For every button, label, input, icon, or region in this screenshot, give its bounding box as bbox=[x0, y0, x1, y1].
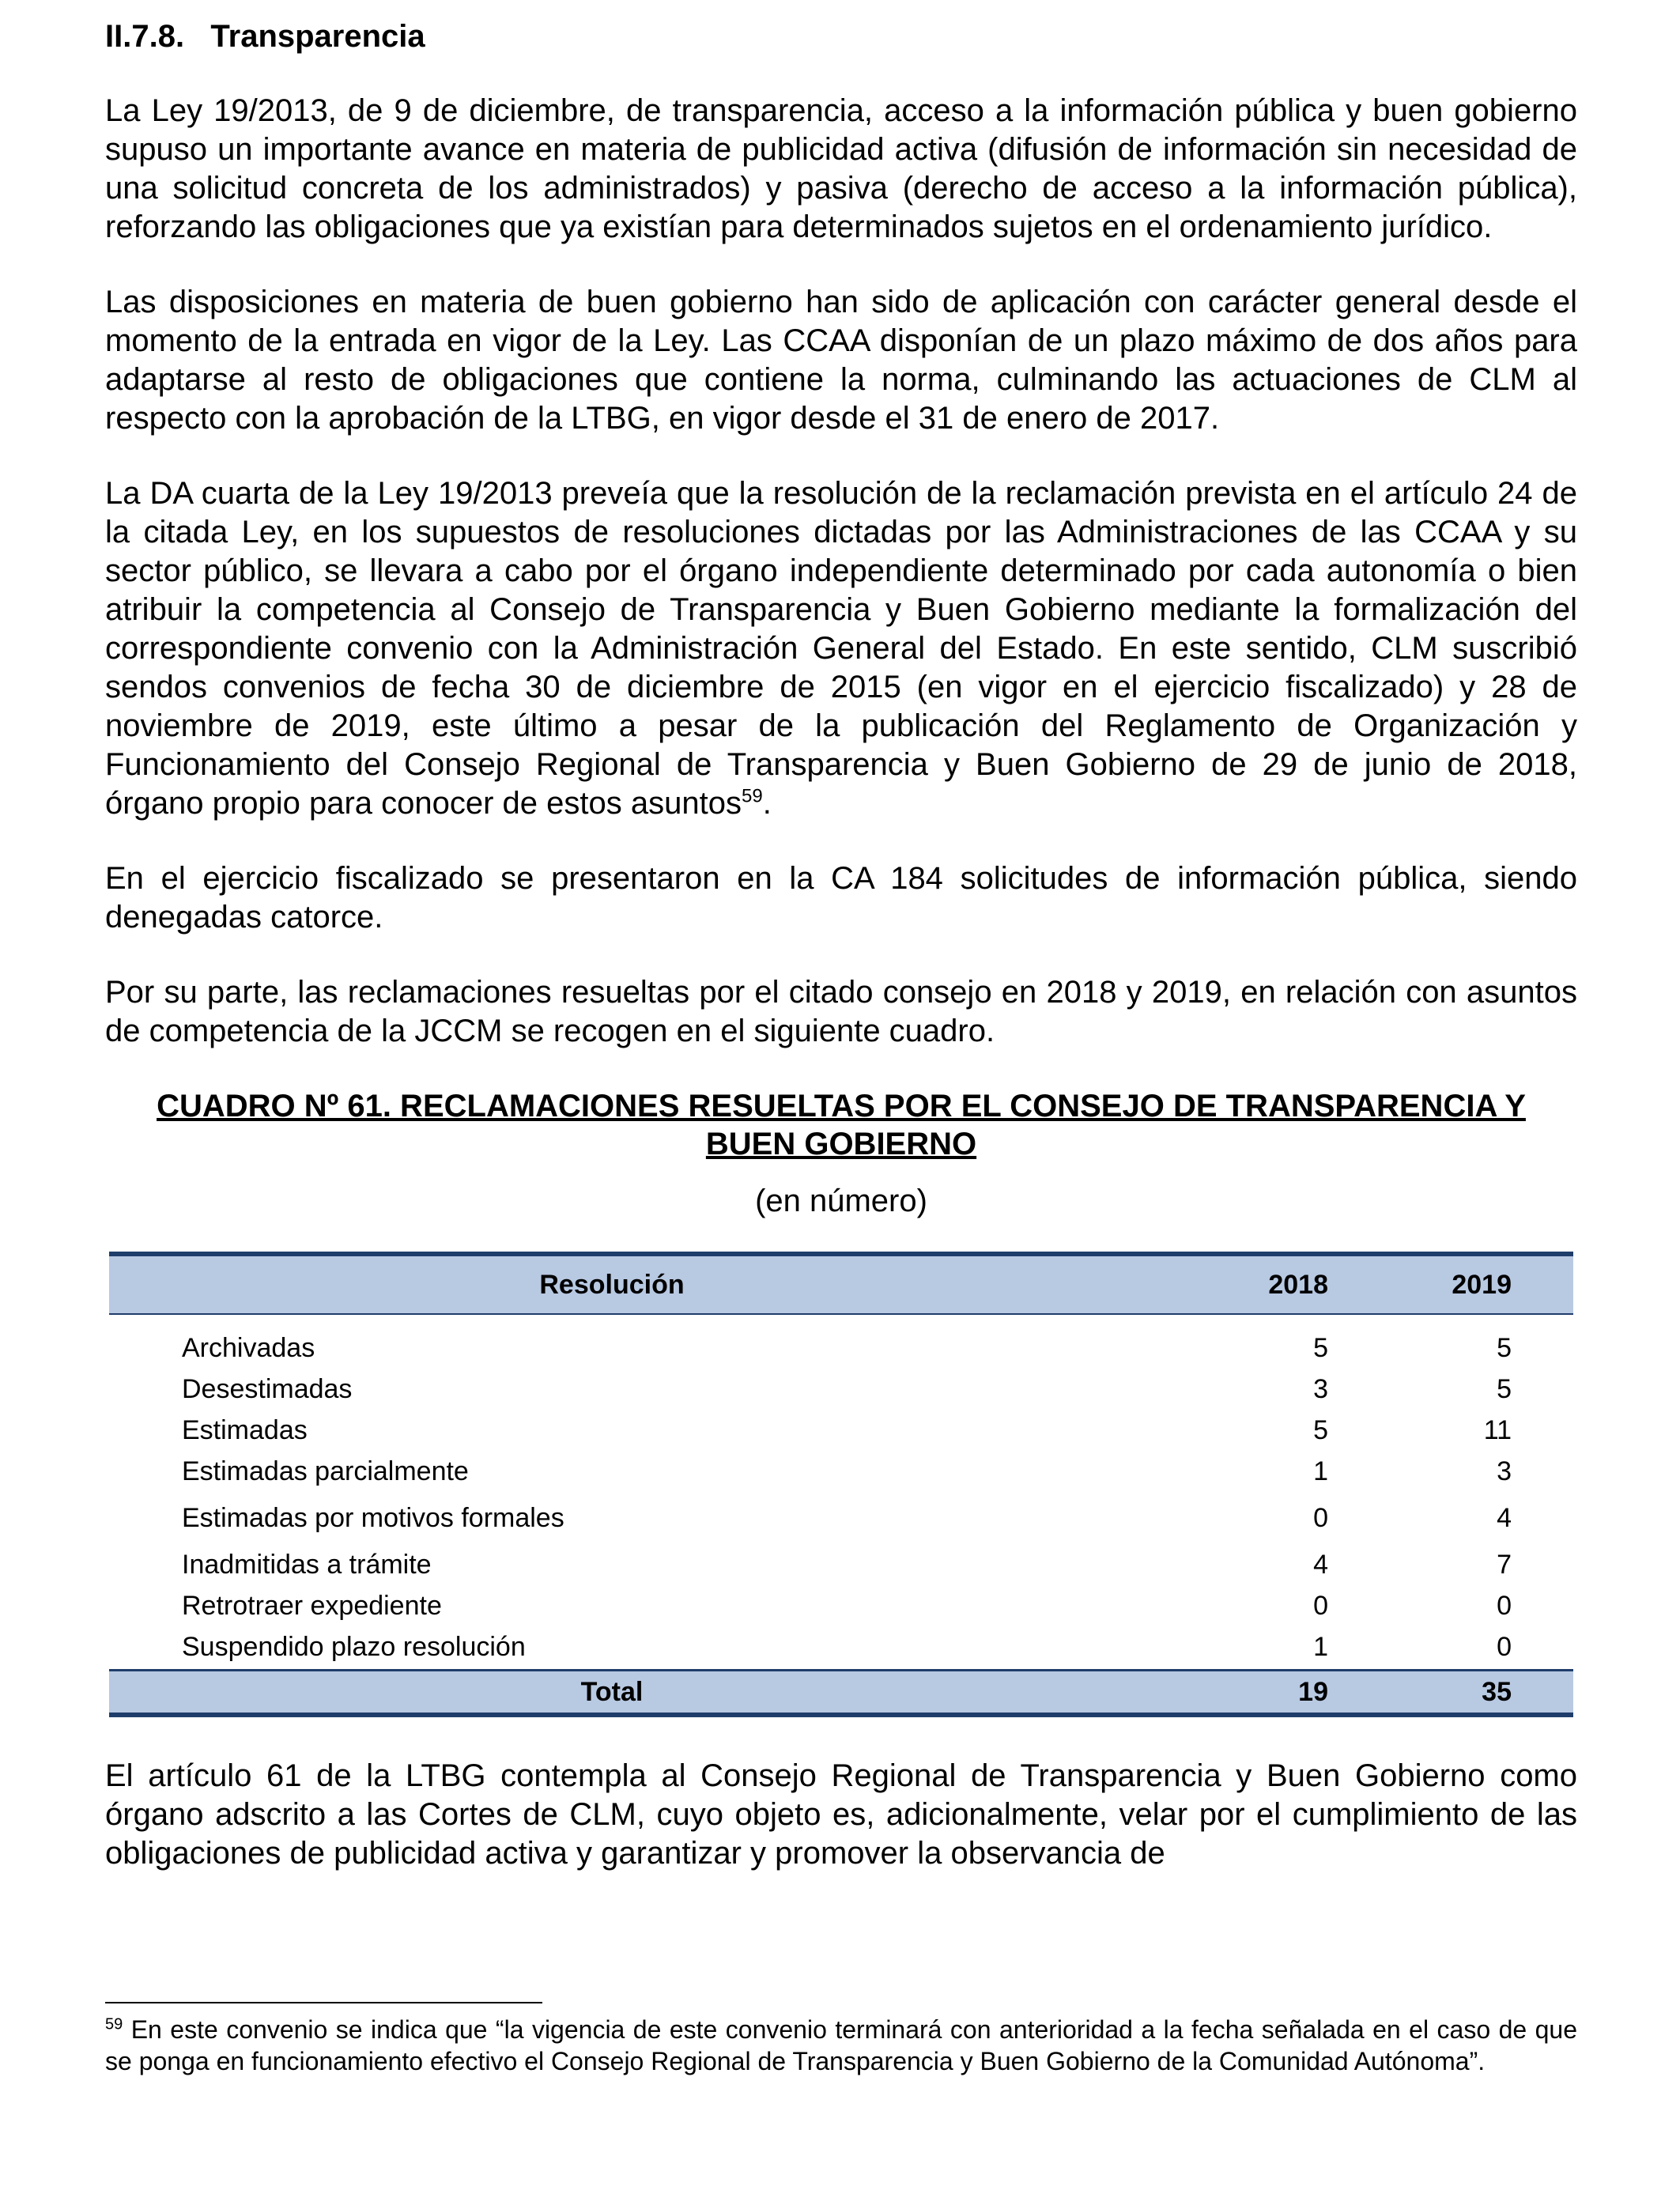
paragraph-5: Por su parte, las reclamaciones resueltas por el citado consejo en 2018 y 2019, en relación con asuntos de competencia de la JCCM se recogen en el siguiente cuadro. bbox=[105, 975, 1577, 1048]
paragraph-2: Las disposiciones en materia de buen gobierno han sido de aplicación con carácter general desde el momento de la entrada en vigor de la Ley. Las CCAA disponían de un plazo máximo de dos años para adaptarse al resto de obligaciones que contiene la norma, culminando las actuaciones de CLM al respecto con la aprobación de la LTBG, en vigor desde el 31 de enero de 2017. bbox=[105, 285, 1577, 436]
row-value-2019: 7 bbox=[1497, 1549, 1512, 1580]
paragraph-3-end: . bbox=[762, 786, 772, 821]
row-value-2018: 5 bbox=[1313, 1414, 1328, 1445]
row-value-2018: 4 bbox=[1313, 1549, 1328, 1580]
row-value-2018: 5 bbox=[1313, 1332, 1328, 1363]
table-row bbox=[109, 1369, 1573, 1410]
paragraph-1: La Ley 19/2013, de 9 de diciembre, de transparencia, acceso a la información pública y buen gobierno supuso un importante avance en materia de publicidad activa (difusión de información sin necesidad de una solicitud concreta de los administrados) y pasiva (derecho de acceso a la información pública), reforzando las obligaciones que ya existían para determinados sujetos en el ordenamiento jurídico. bbox=[105, 93, 1577, 244]
header-2019: 2019 bbox=[1328, 1254, 1573, 1314]
row-label: Desestimadas bbox=[182, 1373, 353, 1404]
section-number: II.7.8. bbox=[105, 19, 185, 54]
total-2019: 35 bbox=[1328, 1671, 1573, 1716]
table-row bbox=[109, 1410, 1573, 1451]
total-2018: 19 bbox=[1115, 1671, 1328, 1716]
footnote bbox=[105, 2014, 1577, 2077]
footnote-reference[interactable]: 59 bbox=[741, 785, 763, 807]
table-row bbox=[109, 1626, 1573, 1671]
row-value-2018: 0 bbox=[1313, 1502, 1328, 1533]
footnote-number: 59 bbox=[105, 2015, 123, 2034]
row-value-2019: 0 bbox=[1497, 1590, 1512, 1621]
paragraph-4: En el ejercicio fiscalizado se presentaron en la CA 184 solicitudes de información pública, siendo denegadas catorce. bbox=[105, 861, 1577, 935]
row-value-2018: 1 bbox=[1313, 1631, 1328, 1662]
table-unit: (en número) bbox=[755, 1184, 927, 1218]
table-total-row bbox=[109, 1671, 1573, 1716]
row-value-2019: 5 bbox=[1497, 1373, 1512, 1404]
row-label: Estimadas por motivos formales bbox=[182, 1502, 564, 1533]
footnote-text: En este convenio se indica que “la vigencia de este convenio terminará con anterioridad a la fecha señalada en el caso de que se ponga en funcionamiento efectivo el Consejo Regional de Transparencia y Buen Gobierno de la Comunidad Autónoma”. bbox=[105, 2015, 1577, 2075]
row-value-2019: 0 bbox=[1497, 1631, 1512, 1662]
row-value-2018: 1 bbox=[1313, 1456, 1328, 1486]
section-title: Transparencia bbox=[210, 19, 425, 54]
table-row bbox=[109, 1492, 1573, 1544]
row-value-2019: 3 bbox=[1497, 1456, 1512, 1486]
table-row bbox=[109, 1451, 1573, 1492]
table-row bbox=[109, 1314, 1573, 1369]
footnote-separator bbox=[105, 2002, 542, 2003]
reclamaciones-table bbox=[109, 1252, 1573, 1717]
row-label: Inadmitidas a trámite bbox=[182, 1549, 432, 1580]
row-value-2019: 4 bbox=[1497, 1502, 1512, 1533]
total-label: Total bbox=[109, 1671, 1115, 1716]
row-label: Suspendido plazo resolución bbox=[182, 1631, 526, 1662]
row-label: Archivadas bbox=[182, 1332, 315, 1363]
table-row bbox=[109, 1544, 1573, 1585]
row-label: Estimadas bbox=[182, 1414, 308, 1445]
row-label: Estimadas parcialmente bbox=[182, 1456, 469, 1486]
table-row bbox=[109, 1585, 1573, 1626]
header-2018: 2018 bbox=[1115, 1254, 1328, 1314]
row-value-2018: 0 bbox=[1313, 1590, 1328, 1621]
header-resolucion: Resolución bbox=[109, 1254, 1115, 1314]
section-heading bbox=[105, 17, 1577, 55]
paragraph-3-text: La DA cuarta de la Ley 19/2013 preveía que la resolución de la reclamación prevista en el artículo 24 de la citada Ley, en los supuestos de resoluciones dictadas por las Administraciones de las CCAA y su sector público, se llevara a cabo por el órgano independiente determinado por cada autonomía o bien atribuir la competencia al Consejo de Transparencia y Buen Gobierno mediante la formalización del correspondiente convenio con la Administración General del Estado. En este sentido, CLM suscribió sendos convenios de fecha 30 de diciembre de 2015 (en vigor en el ejercicio fiscalizado) y 28 de noviembre de 2019, este último a pesar de la publicación del Reglamento de Organización y Funcionamiento del Consejo Regional de Transparencia y Buen Gobierno de 29 de junio de 2018, órgano propio para conocer de estos asuntos bbox=[105, 476, 1577, 821]
row-value-2019: 5 bbox=[1497, 1332, 1512, 1363]
row-value-2019: 11 bbox=[1483, 1414, 1512, 1445]
table-title: CUADRO Nº 61. RECLAMACIONES RESUELTAS POR EL CONSEJO DE TRANSPARENCIA Y BUEN GOBIERNO bbox=[157, 1089, 1526, 1161]
page-content bbox=[105, 17, 1577, 1909]
closing-paragraph: El artículo 61 de la LTBG contempla al Consejo Regional de Transparencia y Buen Gobierno como órgano adscrito a las Cortes de CLM, cuyo objeto es, adicionalmente, velar por el cumplimiento de las obligaciones de publicidad activa y garantizar y promover la observancia de bbox=[105, 1758, 1577, 1871]
row-label: Retrotraer expediente bbox=[182, 1590, 442, 1621]
row-value-2018: 3 bbox=[1313, 1373, 1328, 1404]
table-header-row bbox=[109, 1254, 1573, 1314]
paragraph-3 bbox=[105, 474, 1577, 823]
